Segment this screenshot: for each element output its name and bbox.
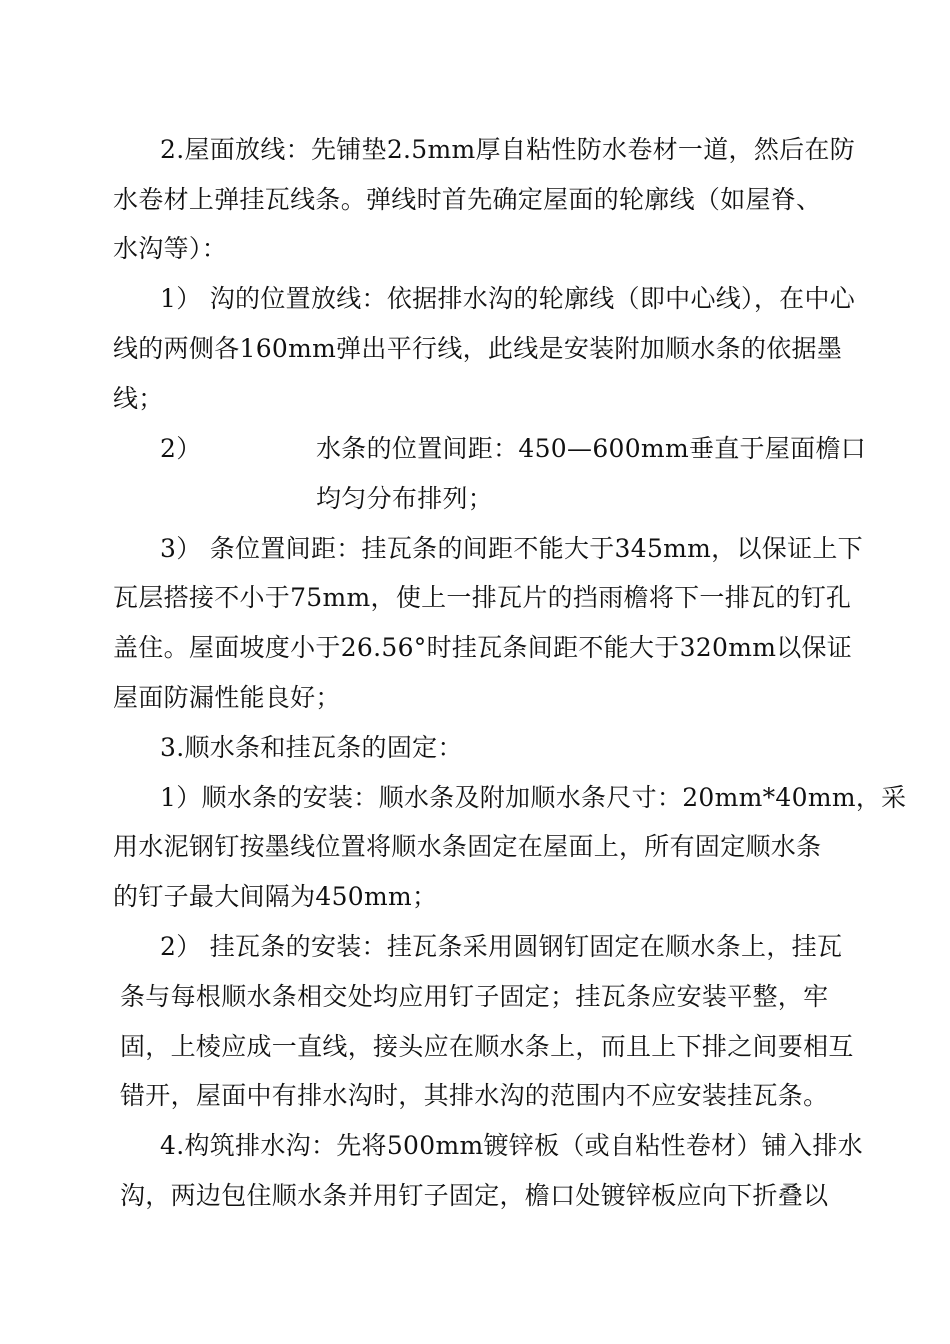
paragraph-line: 水条的位置间距：450—600mm垂直于屋面檐口 (316, 434, 867, 463)
paragraph-line: 3） 条位置间距：挂瓦条的间距不能大于345mm，以保证上下 (160, 534, 863, 563)
paragraph-line: 线； (113, 384, 164, 413)
section-heading: 3.顺水条和挂瓦条的固定： (160, 733, 463, 762)
paragraph-line: 固，上棱应成一直线，接头应在顺水条上，而且上下排之间要相互 (120, 1032, 854, 1061)
paragraph-line: 4.构筑排水沟：先将500mm镀锌板（或自粘性卷材）铺入排水 (160, 1131, 863, 1160)
paragraph-line: 的钉子最大间隔为450mm； (113, 882, 438, 911)
paragraph-line: 均匀分布排列； (316, 484, 494, 513)
paragraph-line: 沟，两边包住顺水条并用钉子固定，檐口处镀锌板应向下折叠以 (120, 1181, 829, 1210)
paragraph-line: 2.屋面放线：先铺垫2.5mm厚自粘性防水卷材一道，然后在防 (160, 135, 856, 164)
paragraph-line: 盖住。屋面坡度小于26.56°时挂瓦条间距不能大于320mm以保证 (113, 633, 853, 662)
list-number: 2） (160, 434, 202, 463)
paragraph-line: 线的两侧各160mm弹出平行线，此线是安装附加顺水条的依据墨 (113, 334, 843, 363)
paragraph-line: 条与每根顺水条相交处均应用钉子固定；挂瓦条应安装平整，牢 (120, 982, 829, 1011)
paragraph-line: 水沟等）： (113, 234, 228, 263)
paragraph-line: 错开，屋面中有排水沟时，其排水沟的范围内不应安装挂瓦条。 (120, 1081, 829, 1110)
paragraph-line: 瓦层搭接不小于75mm，使上一排瓦片的挡雨檐将下一排瓦的钉孔 (113, 583, 852, 612)
paragraph-line: 2） 挂瓦条的安装：挂瓦条采用圆钢钉固定在顺水条上，挂瓦 (160, 932, 843, 961)
paragraph-line: 1）顺水条的安装：顺水条及附加顺水条尺寸：20mm*40mm，采 (160, 783, 907, 812)
paragraph-line: 用水泥钢钉按墨线位置将顺水条固定在屋面上，所有固定顺水条 (113, 832, 822, 861)
paragraph-line: 水卷材上弹挂瓦线条。弹线时首先确定屋面的轮廓线（如屋脊、 (113, 185, 822, 214)
paragraph-line: 1） 沟的位置放线：依据排水沟的轮廓线（即中心线），在中心 (160, 284, 856, 313)
paragraph-line: 屋面防漏性能良好； (113, 683, 341, 712)
